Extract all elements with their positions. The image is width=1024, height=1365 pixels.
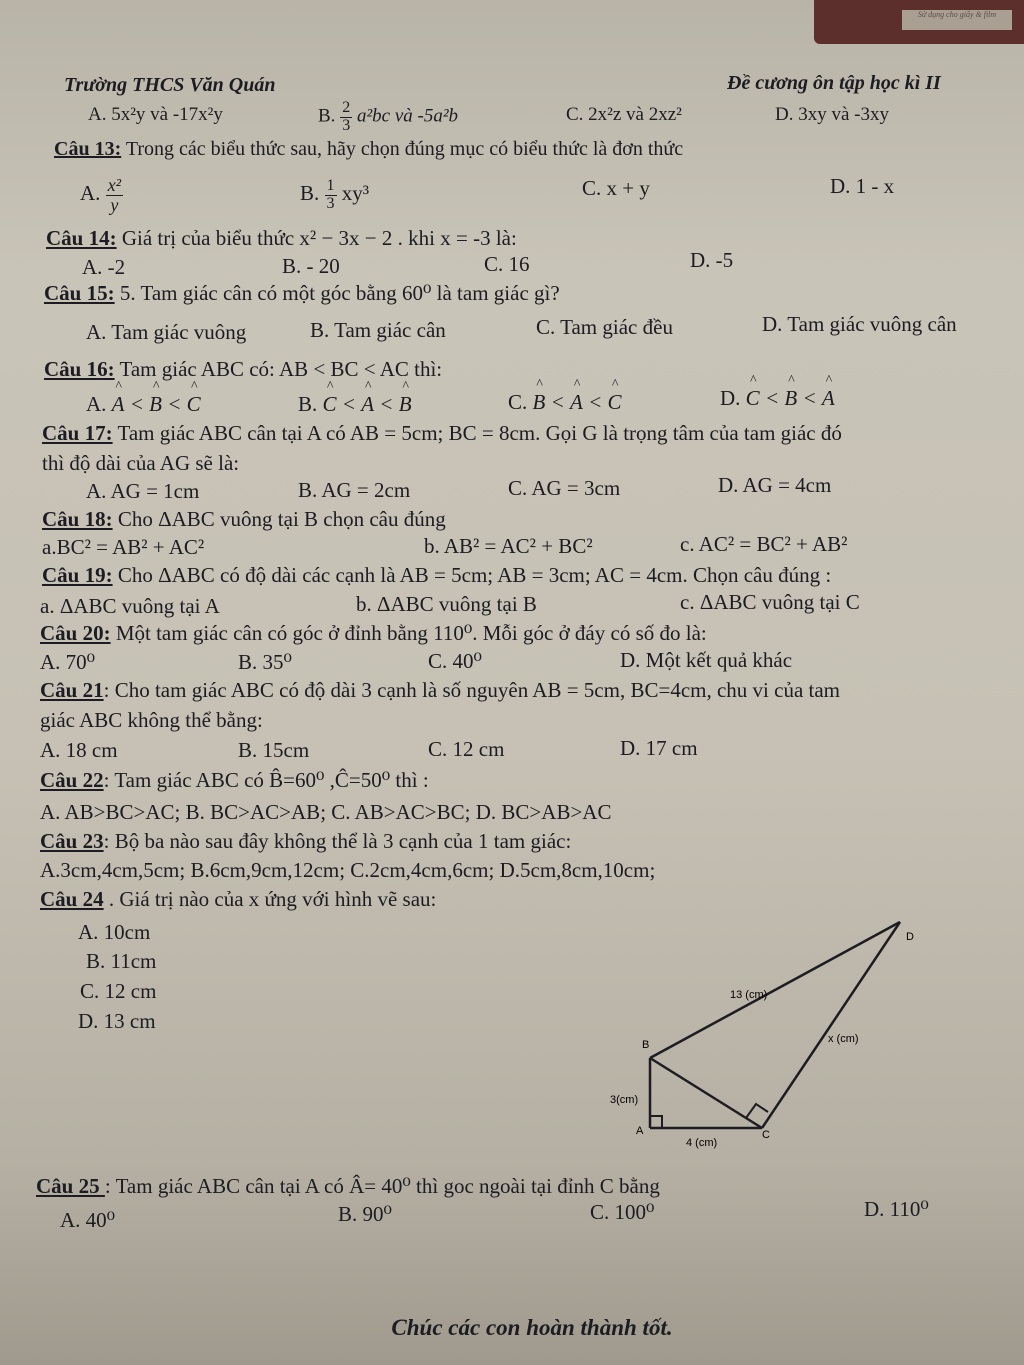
question-13-number: Câu 13: [54,138,122,160]
q13-option-b-rest: xy³ [341,181,370,206]
q12-option-b-prefix: B. [318,105,336,127]
q12-option-c: C. 2x²z và 2xz² [566,104,682,125]
q24-option-d: D. 13 cm [78,1009,156,1033]
question-14 [46,226,517,251]
q15-option-c: C. Tam giác đều [536,315,673,339]
q25-option-b: B. 90⁰ [338,1202,392,1226]
q17-option-c: C. AG = 3cm [508,476,621,500]
question-23-number: Câu 23 [40,829,104,853]
q13-option-d: D. 1 - x [830,174,895,198]
q13-fraction-one-third: $\frac{1}{3}$ [326,177,335,212]
question-15-text: 5. Tam giác cân có một góc bằng 60⁰ là tam giác gì? [114,281,560,305]
segment-bc [650,1058,762,1128]
question-21-text: : Cho tam giác ABC có độ dài 3 cạnh là số nguyên AB = 5cm, BC=4cm, chu vi của tam [103,678,841,702]
q20-option-b: B. 35⁰ [238,650,292,674]
question-21 [40,678,840,703]
question-18-number: Câu 18: [42,507,113,531]
q22-options: A. AB>BC>AC; B. BC>AC>AB; C. AB>AC>BC; D. BC>AB>AC [40,800,612,824]
q25-option-c: C. 100⁰ [590,1200,655,1224]
q24-option-a: A. 10cm [78,920,151,944]
q25-option-a: A. 40⁰ [60,1208,116,1232]
q23-options: A.3cm,4cm,5cm; B.6cm,9cm,12cm; C.2cm,4cm,6cm; D.5cm,8cm,10cm; [40,858,656,882]
film-label-tag [814,0,1024,44]
q19-option-c: c. ΔABC vuông tại C [680,590,860,614]
question-19-number: Câu 19: [42,563,113,587]
q12-option-b-rest: a²bc và -5a²b [356,105,459,127]
q21-option-d: D. 17 cm [620,736,698,760]
question-15-number: Câu 15: [44,281,115,305]
q20-option-c: C. 40⁰ [428,649,482,673]
school-name: Trường THCS Văn Quán [64,74,276,96]
question-13 [54,138,683,161]
q15-option-d: D. Tam giác vuông cân [762,312,957,336]
closing-message: Chúc các con hoàn thành tốt. [391,1315,673,1340]
q18-option-b: b. AB² = AC² + BC² [424,534,593,558]
q24-option-b: B. 11cm [86,949,157,973]
question-13-text: Trong các biểu thức sau, hãy chọn đúng mục có biểu thức là đơn thức [121,138,684,160]
question-23-text: : Bộ ba nào sau đây không thể là 3 cạnh của 1 tam giác: [103,829,572,853]
question-20 [40,621,707,646]
q16-option-c: C. ^ B < ^ A < ^ C [508,390,622,415]
q13-option-b-label: B. [300,181,320,206]
question-17-text: Tam giác ABC cân tại A có AB = 5cm; BC = 8cm. Gọi G là trọng tâm của tam giác đó [112,421,842,445]
question-17-line2: thì độ dài của AG sẽ là: [42,451,240,475]
q25-option-d: D. 110⁰ [864,1197,929,1221]
q17-option-a: A. AG = 1cm [86,479,200,503]
question-21-number: Câu 21 [40,678,104,702]
q20-option-d: D. Một kết quả khác [620,648,793,672]
q16-option-d: D. ^ C < ^ B < ^ A [720,386,835,411]
length-label-bd: 13 (cm) [730,989,768,1001]
document-title: Đề cương ôn tập học kì II [727,72,941,94]
vertex-label-d: D [906,931,914,943]
question-16-text: Tam giác ABC có: AB < BC < AC thì: [114,357,443,381]
question-20-text: Một tam giác cân có góc ở đỉnh bằng 110⁰. Mỗi góc ở đáy có số đo là: [110,621,707,645]
q20-option-a: A. 70⁰ [40,650,96,674]
segment-cd [762,922,900,1128]
question-17-number: Câu 17: [42,421,113,445]
length-label-cd: x (cm) [828,1033,859,1045]
question-22-text: : Tam giác ABC có B̂=60⁰ ,Ĉ=50⁰ thì : [103,768,429,792]
q16-option-b: B. ^ C < ^ A < ^ B [298,392,412,417]
q21-option-c: C. 12 cm [428,737,505,761]
question-22 [40,768,429,793]
q18-option-a: a.BC² = AB² + AC² [42,535,205,559]
q21-option-b: B. 15cm [238,738,310,762]
q19-option-b: b. ΔABC vuông tại B [356,592,537,616]
triangle-figure [600,910,930,1160]
question-25 [36,1174,660,1199]
question-24-number: Câu 24 [40,887,104,911]
q24-option-c: C. 12 cm [80,979,157,1003]
vertex-label-a: A [636,1125,644,1137]
q12-option-a: A. 5x²y và -17x²y [88,104,223,125]
q16-option-d-label: D. [720,386,741,410]
q15-option-b: B. Tam giác cân [310,318,446,342]
question-16 [44,357,442,382]
question-16-number: Câu 16: [44,357,115,381]
q19-option-a: a. ΔABC vuông tại A [40,594,220,618]
q12-option-b [318,100,458,135]
q14-option-b: B. - 20 [282,254,340,278]
right-angle-a [650,1116,662,1128]
film-label-text: Sử dụng cho giấy & film [902,10,1012,30]
q13-option-b [300,178,369,213]
question-18-text: Cho ΔABC vuông tại B chọn câu đúng [112,507,446,531]
question-18 [42,507,446,532]
q16-option-a: A. ^ A < ^ B < ^ C [86,392,201,417]
vertex-label-b: B [642,1039,650,1051]
q12-fraction: $\frac{2}{3}$ [342,99,351,134]
vertex-label-c: C [762,1129,770,1141]
question-14-text: Giá trị của biểu thức x² − 3x − 2 . khi x = -3 là: [116,226,517,250]
q21-option-a: A. 18 cm [40,738,118,762]
q13-fraction-x2-over-y: $\frac{\text{x²}}{y}$ [107,175,122,215]
q12-option-d: D. 3xy và -3xy [775,104,889,125]
question-20-number: Câu 20: [40,621,111,645]
q13-option-c: C. x + y [582,176,650,200]
q16-option-b-label: B. [298,392,318,416]
question-19-text: Cho ΔABC có độ dài các cạnh là AB = 5cm; AB = 3cm; AC = 4cm. Chọn câu đúng : [112,563,832,587]
question-25-text: : Tam giác ABC cân tại A có Â= 40⁰ thì goc ngoài tại đỉnh C bằng [104,1174,660,1198]
segment-bd [650,922,900,1058]
question-21-line2: giác ABC không thể bằng: [40,708,263,732]
q14-option-d: D. -5 [690,248,734,272]
question-23 [40,829,571,854]
question-14-number: Câu 14: [46,226,117,250]
q16-option-c-label: C. [508,390,528,414]
q16-option-a-label: A. [86,392,107,416]
q17-option-d: D. AG = 4cm [718,473,832,497]
question-25-number: Câu 25 [36,1174,105,1198]
q14-option-c: C. 16 [484,252,530,276]
q13-option-a-label: A. [80,181,101,206]
length-label-ab: 3(cm) [610,1094,639,1106]
q15-option-a: A. Tam giác vuông [86,320,247,344]
q13-option-a [80,176,123,215]
question-24 [40,887,436,912]
length-label-ac: 4 (cm) [686,1137,718,1149]
right-angle-c [746,1104,768,1118]
q14-option-a: A. -2 [82,255,126,279]
q17-option-b: B. AG = 2cm [298,478,411,502]
q18-option-c: c. AC² = BC² + AB² [680,532,848,556]
question-24-text: . Giá trị nào của x ứng với hình vẽ sau: [103,887,437,911]
question-17 [42,421,842,446]
question-15 [44,281,560,306]
question-19 [42,563,831,588]
question-22-number: Câu 22 [40,768,104,792]
